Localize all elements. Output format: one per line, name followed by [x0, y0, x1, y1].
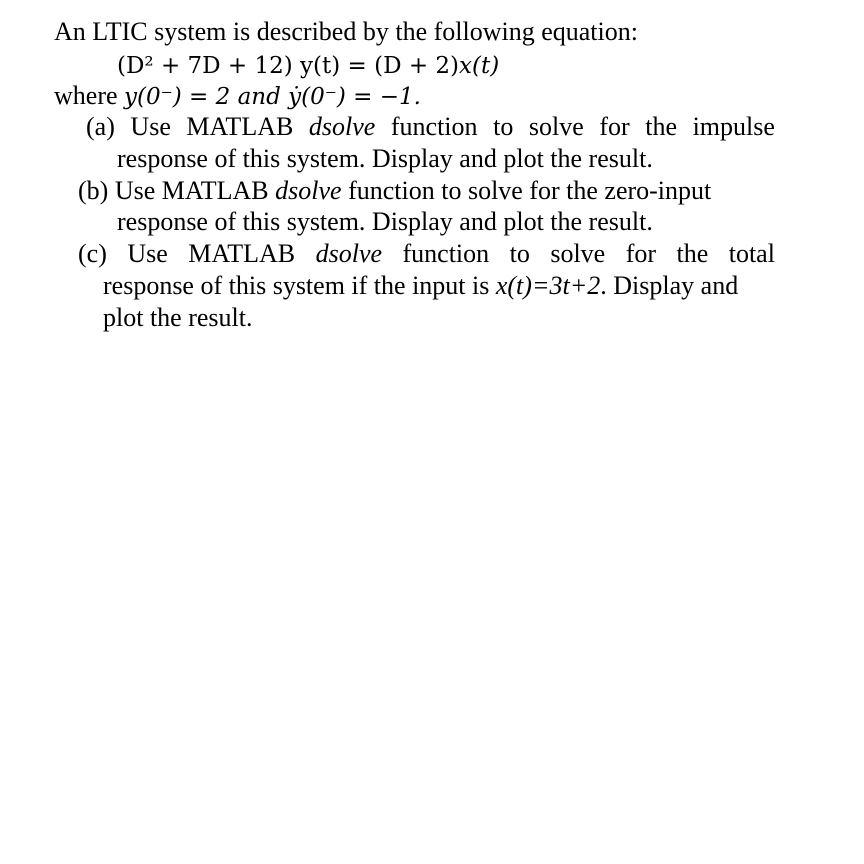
- part-b-line-1: [78, 175, 711, 207]
- word: Use: [130, 112, 171, 141]
- equation-lhs: (D² + 7D + 12) y(t) = (D + 2): [117, 53, 460, 79]
- part-b-line-2: response of this system. Display and plot the result.: [117, 207, 653, 236]
- part-c-line-3: plot the result.: [103, 303, 253, 332]
- dsolve-term: dsolve: [308, 112, 376, 141]
- word: the: [645, 112, 677, 141]
- word: (c): [78, 239, 107, 268]
- word: MATLAB: [188, 239, 296, 268]
- part-c-line-1: [78, 238, 775, 270]
- word: for: [625, 239, 657, 268]
- word: function: [402, 239, 490, 268]
- word: solve: [528, 112, 584, 141]
- word: MATLAB: [186, 112, 294, 141]
- where-label: where: [54, 81, 118, 110]
- word: Use: [127, 239, 168, 268]
- part-a-line-1: [86, 111, 775, 143]
- word: for: [599, 112, 630, 141]
- dsolve-term: dsolve: [315, 239, 383, 268]
- equation-rhs: x(t): [459, 53, 500, 79]
- part-c-line-2: [103, 270, 738, 302]
- equation: [117, 50, 499, 82]
- word: total: [728, 239, 775, 268]
- input-expression: x(t)=3t+2: [495, 271, 601, 300]
- dsolve-term: dsolve: [275, 176, 342, 205]
- initial-conditions-math: y(0⁻) = 2 and ẏ(0⁻) = −1.: [124, 84, 421, 110]
- word: function: [390, 112, 478, 141]
- part-c-line-2-suffix: . Display and: [600, 271, 739, 300]
- part-b-prefix: (b) Use MATLAB: [78, 176, 269, 205]
- intro-text: An LTIC system is described by the following equation:: [54, 17, 638, 46]
- word: the: [676, 239, 709, 268]
- word: impulse: [692, 112, 775, 141]
- part-c-line-2-prefix: response of this system if the input is: [103, 271, 490, 300]
- part-a-line-2: response of this system. Display and plot the result.: [117, 144, 653, 173]
- initial-conditions: [54, 80, 421, 113]
- word: (a): [86, 112, 115, 141]
- word: to: [493, 112, 514, 141]
- word: solve: [550, 239, 606, 268]
- word: to: [509, 239, 530, 268]
- part-b-suffix: function to solve for the zero-input: [348, 176, 712, 205]
